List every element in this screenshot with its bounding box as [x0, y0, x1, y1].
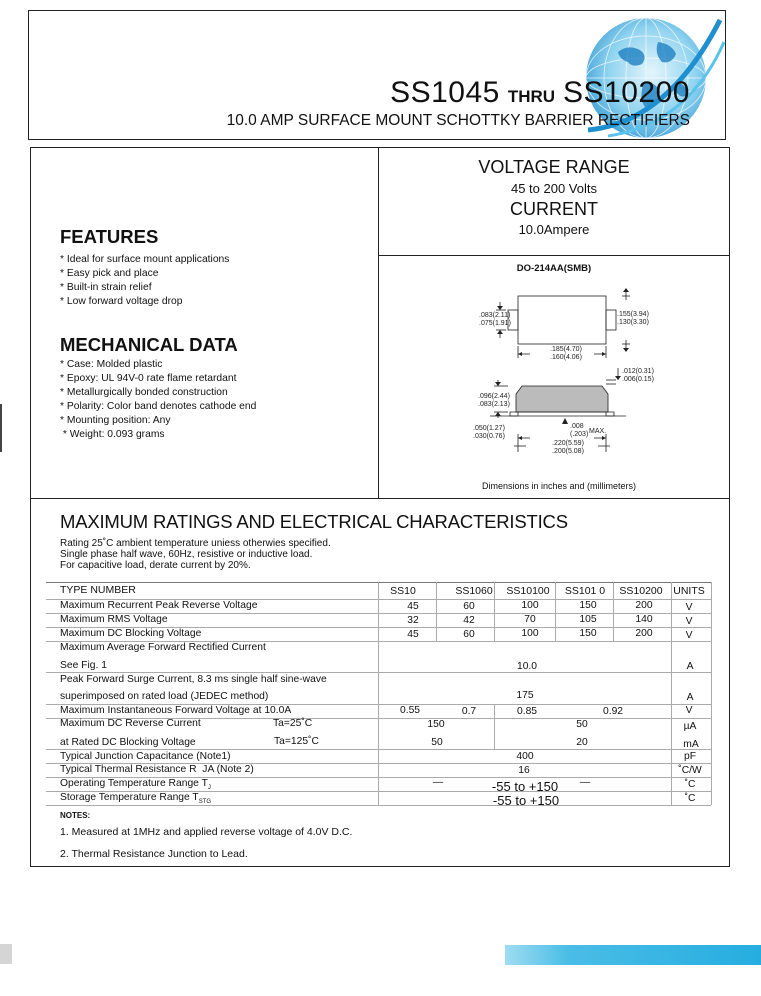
cell-value: 20	[576, 737, 588, 748]
header-col: SS101 0	[564, 585, 606, 597]
part-from: SS1045	[390, 76, 500, 109]
row-label: superimposed on rated load (JEDEC method)	[60, 691, 269, 702]
row-label: Maximum Recurrent Peak Reverse Voltage	[60, 600, 258, 611]
cell-unit: pF	[683, 751, 697, 762]
cell-value: 140	[635, 614, 653, 625]
cell-value: 0.92	[602, 706, 624, 717]
cell-value: 70	[524, 614, 536, 625]
row-label: Maximum DC Blocking Voltage	[60, 628, 202, 639]
dim-label: .155(3.94) .130(3.30)	[617, 311, 649, 326]
cell-unit: A	[686, 661, 694, 672]
list-item: * Easy pick and place	[60, 268, 159, 279]
cell-unit: ˚C	[684, 779, 696, 790]
cell-value: 400	[516, 751, 534, 762]
cell-value: 60	[463, 601, 475, 612]
row-condition: Ta=25˚C	[273, 718, 313, 729]
cell-value: 45	[407, 629, 419, 640]
row-label: Typical Thermal Resistance R JA (Note 2)	[60, 764, 254, 775]
row-label: Storage Temperature Range $T_{STG}$	[60, 792, 212, 806]
divider	[30, 498, 730, 499]
cell-value: 200	[635, 628, 653, 639]
notes-title: NOTES:	[60, 811, 91, 820]
row-condition: Ta=125˚C	[274, 736, 319, 747]
cell-value: 50	[431, 737, 443, 748]
dim-label: .220(5.59) .200(5.08)	[552, 440, 584, 455]
page-subtitle: 10.0 AMP SURFACE MOUNT SCHOTTKY BARRIER RECTIFIERS	[226, 112, 690, 129]
cell-value: 105	[579, 614, 597, 625]
row-label: Typical Junction Capacitance (Note1)	[60, 751, 231, 762]
mechanical-title: MECHANICAL DATA	[60, 334, 238, 355]
current-value: 10.0Ampere	[518, 222, 590, 237]
voltage-range-title: VOLTAGE RANGE	[478, 157, 630, 177]
cell-value: 175	[516, 690, 534, 701]
footer-accent-bar	[505, 945, 761, 965]
cell-unit: V	[685, 630, 693, 641]
cell-value: 150	[579, 600, 597, 611]
dimension-note: Dimensions in inches and (millimeters)	[481, 481, 637, 491]
row-label: Maximum DC Reverse Current	[60, 718, 201, 729]
range-dash: —	[579, 777, 591, 788]
divider	[378, 255, 730, 256]
cell-value: 150	[579, 628, 597, 639]
dim-label: MAX.	[589, 428, 607, 435]
cell-value: 42	[463, 615, 475, 626]
edge-mark	[0, 944, 12, 964]
cell-unit: mA	[683, 739, 699, 750]
row-label: Maximum RMS Voltage	[60, 614, 168, 625]
note-line: Single phase half wave, 60Hz, resistive or inductive load.	[60, 549, 313, 560]
cell-value: 100	[521, 628, 539, 639]
header-units: UNITS	[673, 585, 705, 597]
note-line: Rating 25˚C ambient temperature uniess otherwies specified.	[60, 538, 331, 549]
part-to: SS10200	[563, 76, 690, 109]
footnote: 2. Thermal Resistance Junction to Lead.	[60, 848, 248, 860]
list-item: * Case: Molded plastic	[60, 359, 163, 370]
row-label: Maximum Average Forward Rectified Current	[60, 642, 266, 653]
dim-label: .185(4.70) .160(4.06)	[550, 346, 582, 361]
cell-value: 16	[518, 765, 530, 776]
header-type-number: TYPE NUMBER	[60, 584, 136, 596]
dim-label: .050(1.27) .030(0.76)	[473, 425, 505, 440]
cell-value: 32	[407, 615, 419, 626]
cell-value: -55 to +150	[492, 793, 560, 808]
cell-value: -55 to +150	[491, 779, 559, 794]
list-item: * Polarity: Color band denotes cathode end	[60, 401, 257, 412]
cell-value: 0.55	[399, 705, 421, 716]
mechanical-list	[60, 358, 256, 442]
header-col: SS10200	[619, 585, 663, 597]
list-item: * Ideal for surface mount applications	[60, 254, 230, 265]
list-item: * Mounting position: Any	[60, 415, 171, 426]
list-item: * Weight: 0.093 grams	[60, 429, 165, 440]
voltage-range-value: 45 to 200 Volts	[510, 181, 597, 196]
cell-value: 60	[463, 629, 475, 640]
cell-unit: ˚C	[684, 793, 696, 804]
list-item: * Low forward voltage drop	[60, 296, 183, 307]
package-label: DO-214AA(SMB)	[516, 263, 592, 274]
dim-label: .083(2.11) .075(1.91)	[479, 312, 511, 327]
cell-unit: A	[686, 692, 694, 703]
row-label: Maximum Instantaneous Forward Voltage at 10.0A	[60, 705, 292, 716]
cell-value: 100	[521, 600, 539, 611]
dim-label: .096(2.44) .083(2.13)	[478, 393, 510, 408]
header-col: SS10	[390, 585, 416, 597]
ratings-notes	[60, 538, 331, 571]
header-col: SS1060	[455, 585, 493, 597]
cell-value: 200	[635, 600, 653, 611]
cell-value: 45	[407, 601, 419, 612]
range-dash: —	[432, 777, 444, 788]
dim-label: .012(0.31) .006(0.15)	[622, 368, 654, 383]
cell-value: 0.7	[461, 706, 477, 717]
features-title: FEATURES	[60, 226, 159, 247]
cell-value: 0.85	[516, 706, 538, 717]
row-label: at Rated DC Blocking Voltage	[60, 737, 196, 748]
row-label: Peak Forward Surge Current, 8.3 ms single half sine-wave	[60, 674, 327, 685]
row-label: Operating Temperature Range $T_J$	[60, 778, 211, 792]
ratings-title: MAXIMUM RATINGS AND ELECTRICAL CHARACTERISTICS	[60, 511, 568, 532]
row-label: See Fig. 1	[60, 660, 107, 671]
current-title: CURRENT	[510, 199, 598, 219]
list-item: * Metallurgically bonded construction	[60, 387, 228, 398]
cell-value: 50	[576, 719, 588, 730]
page-title	[0, 76, 690, 110]
header-col: SS10100	[506, 585, 550, 597]
thru-label: THRU	[507, 87, 556, 106]
footnote: 1. Measured at 1MHz and applied reverse voltage of 4.0V D.C.	[60, 826, 353, 838]
cell-unit: ˚C/W	[678, 765, 702, 776]
list-item: * Built-in strain relief	[60, 282, 152, 293]
cell-value: 10.0	[516, 661, 538, 672]
dim-label: .008 (.203)	[570, 423, 589, 438]
cell-unit: V	[685, 705, 693, 716]
cell-unit: V	[685, 616, 693, 627]
list-item: * Epoxy: UL 94V-0 rate flame retardant	[60, 373, 237, 384]
cell-unit: µA	[683, 721, 697, 732]
note-line: For capacitive load, derate current by 20%.	[60, 560, 251, 571]
cell-unit: V	[685, 602, 693, 613]
features-list	[60, 253, 229, 309]
cell-value: 150	[427, 719, 445, 730]
edge-mark	[0, 404, 2, 452]
